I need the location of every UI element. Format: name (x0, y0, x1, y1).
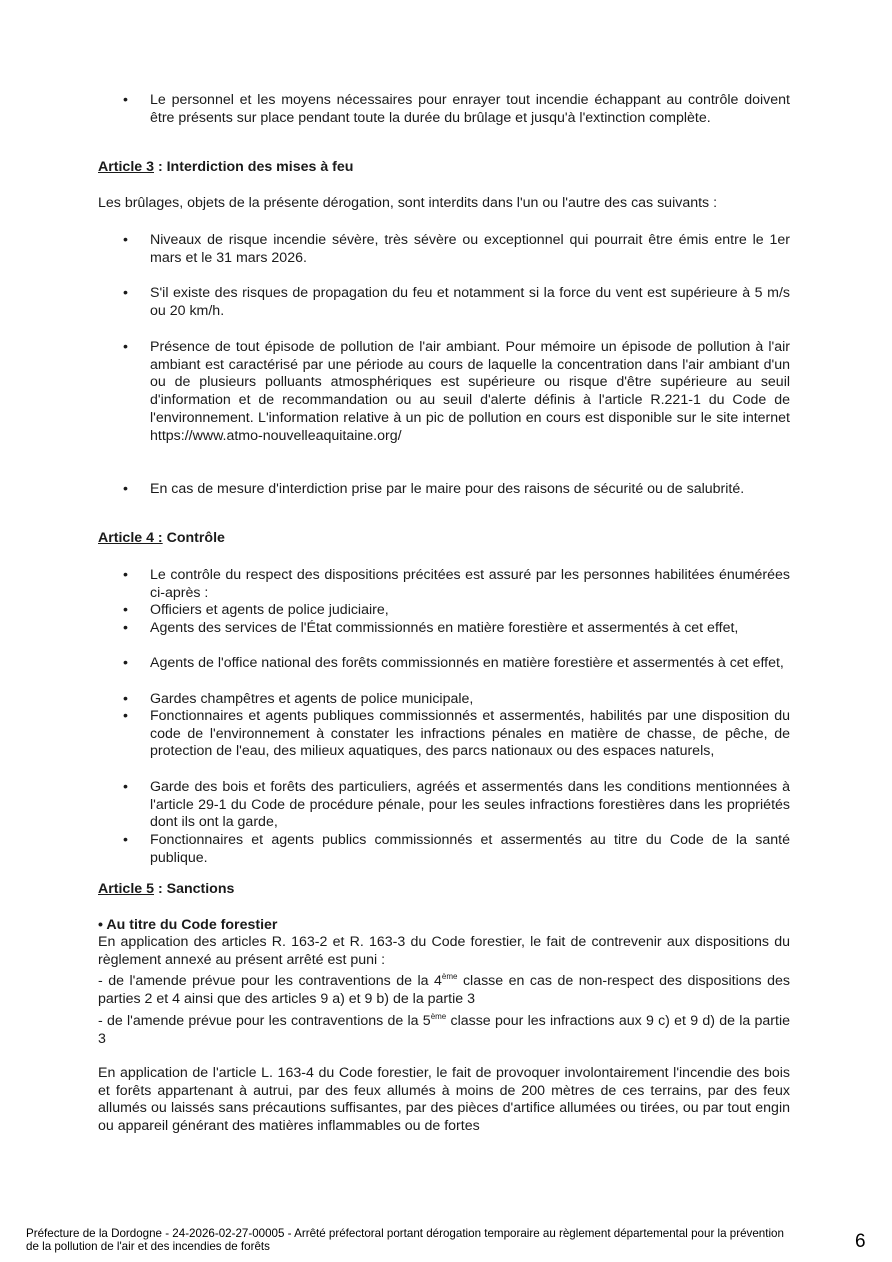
list-item: • Garde des bois et forêts des particuliers, agréés et assermentés dans les conditions mentionnées à l'article 29-1 du Code de procédure pénale, pour les seules infractions forestières dans les propriétés dont ils ont la garde, (150, 779, 790, 832)
subsection-heading: • Au titre du Code forestier (98, 917, 278, 933)
article-5-heading (98, 881, 790, 899)
list-item: • Agents de l'office national des forêts commissionnés en matière forestière et assermentés à cet effet, (150, 655, 790, 673)
list-item: • S'il existe des risques de propagation du feu et notamment si la force du vent est supérieure à 5 m/s ou 20 km/h. (150, 285, 790, 320)
list-item: • Gardes champêtres et agents de police municipale, (150, 691, 790, 709)
list-item: • Le contrôle du respect des dispositions précitées est assuré par les personnes habilitées énumérées ci-après : (150, 567, 790, 602)
text: classe en cas de non-respect des dispositions des parties 2 et 4 ainsi que des articles 9 a) et 9 b) de la partie 3 (98, 973, 790, 1007)
superscript: ème (441, 972, 458, 981)
list-item: • Officiers et agents de police judiciaire, (150, 602, 790, 620)
article-title: : Interdiction des mises à feu (154, 159, 354, 175)
page-number: 6 (855, 1231, 866, 1252)
list-item: • Fonctionnaires et agents publics commissionnés et assermentés au titre du Code de la santé publique. (150, 832, 790, 867)
article-number: Article 3 (98, 159, 154, 175)
article-title: : Sanctions (154, 881, 235, 897)
article-number: Article 4 : (98, 530, 163, 546)
list-item: • Le personnel et les moyens nécessaires pour enrayer tout incendie échappant au contrôle doivent être présents sur place pendant toute la durée du brûlage et jusqu'à l'extinction complète. (150, 92, 790, 127)
text: - de l'amende prévue pour les contraventions de la 5 (98, 1013, 431, 1029)
list-item: • En cas de mesure d'interdiction prise par le maire pour des raisons de sécurité ou de salubrité. (150, 481, 790, 499)
paragraph (98, 1013, 790, 1048)
article-3-intro: Les brûlages, objets de la présente dérogation, sont interdits dans l'un ou l'autre des cas suivants : (98, 195, 718, 211)
article-4-heading (98, 530, 790, 548)
text: - de l'amende prévue pour les contraventions de la 4 (98, 973, 442, 989)
list-item: • Présence de tout épisode de pollution de l'air ambiant. Pour mémoire un épisode de pollution à l'air ambiant est caractérisé par une période au cours de laquelle la concentration dans l'air ambiant d'un ou de plusieurs polluants atmosphériques est supérieure ou risque d'être supérieure au seuil d'information et de recommandation ou au seuil d'alerte définis à l'article R.221-1 du Code de l'environnement. L'information relative à un pic de pollution en cours est disponible sur le site internet https://www.atmo-nouvelleaquitaine.org/ (150, 339, 790, 445)
text: classe pour les infractions aux 9 c) et 9 d) de la partie 3 (98, 1013, 790, 1047)
list-item: • Fonctionnaires et agents publiques commissionnés et assermentés, habilités par une disposition du code de l'environnement à constater les infractions pénales en matière de chasse, de pêche, de protection de l'eau, des milieux aquatiques, des parcs nationaux ou des espaces naturels, (150, 708, 790, 761)
paragraph (98, 973, 790, 1008)
list-item: • Agents des services de l'État commissionnés en matière forestière et assermentés à cet effet, (150, 620, 790, 638)
article-3-heading (98, 159, 790, 177)
article-number: Article 5 (98, 881, 154, 897)
footer-text: Préfecture de la Dordogne - 24-2026-02-27-00005 - Arrêté préfectoral portant dérogation temporaire au règlement départemental pour la prévention de la pollution de l'air et des incendies de forêts (26, 1227, 784, 1253)
superscript: ème (430, 1012, 447, 1021)
paragraph: En application des articles R. 163-2 et R. 163-3 du Code forestier, le fait de contrevenir aux dispositions du règlement annexé au présent arrêté est puni : (98, 934, 790, 968)
list-item: • Niveaux de risque incendie sévère, très sévère ou exceptionnel qui pourrait être émis entre le 1er mars et le 31 mars 2026. (150, 232, 790, 267)
paragraph: En application de l'article L. 163-4 du Code forestier, le fait de provoquer involontairement l'incendie des bois et forêts appartenant à autrui, par des feux allumés à moins de 200 mètres de ces terrains, par des feux allumés ou laissés sans précautions suffisantes, par des pièces d'artifice allumées ou tirées, ou par tout engin ou appareil générant des matières inflammables ou de fortes (98, 1065, 790, 1135)
article-title: Contrôle (162, 530, 225, 546)
